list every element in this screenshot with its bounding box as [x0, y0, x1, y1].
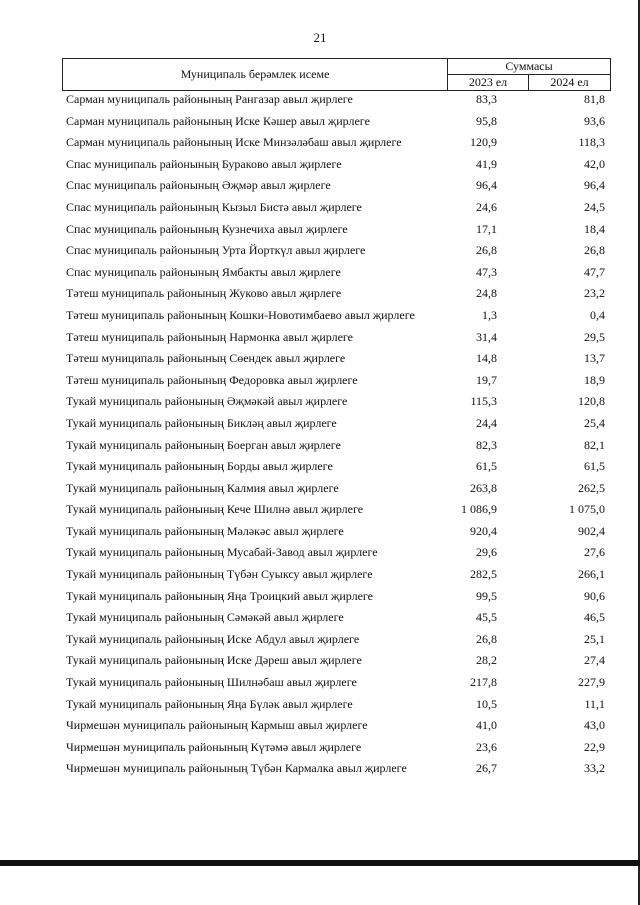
- table-row: [0, 198, 640, 220]
- value-2024: 25,1: [584, 631, 605, 646]
- value-2023: 1 086,9: [461, 502, 497, 517]
- value-2023: 10,5: [476, 696, 497, 711]
- table-row: [0, 112, 640, 134]
- header-year-2024: 2024 ел: [550, 75, 589, 89]
- value-2024: 902,4: [578, 523, 605, 538]
- table-row: [0, 220, 640, 242]
- value-2023: 41,9: [476, 156, 497, 171]
- municipality-name: Тукай муниципаль районының Иске Дәреш авыл җирлеге: [66, 653, 362, 668]
- value-2024: 93,6: [584, 113, 605, 128]
- page-bottom-bar: [0, 860, 640, 866]
- value-2024: 27,6: [584, 545, 605, 560]
- municipality-name: Тукай муниципаль районының Бикләң авыл җирлеге: [66, 415, 337, 430]
- table-row: [0, 587, 640, 609]
- value-2024: 118,3: [578, 135, 605, 150]
- table-row: [0, 241, 640, 263]
- value-2023: 920,4: [470, 523, 497, 538]
- value-2023: 115,3: [470, 394, 497, 409]
- value-2023: 1,3: [482, 307, 497, 322]
- value-2023: 61,5: [476, 459, 497, 474]
- table-row: [0, 695, 640, 717]
- municipality-name: Тукай муниципаль районының Борды авыл җирлеге: [66, 459, 333, 474]
- value-2023: 26,7: [476, 761, 497, 776]
- table-row: [0, 263, 640, 285]
- municipality-name: Чирмешән муниципаль районының Түбән Кармалка авыл җирлеге: [66, 761, 407, 776]
- value-2023: 282,5: [470, 567, 497, 582]
- value-2023: 14,8: [476, 351, 497, 366]
- table-row: [0, 565, 640, 587]
- table-row: [0, 176, 640, 198]
- municipality-name: Сарман муниципаль районының Иске Минзәләбаш авыл җирлеге: [66, 135, 402, 150]
- table-row: [0, 284, 640, 306]
- municipality-name: Тәтеш муниципаль районының Кошки-Новотимбаево авыл җирлеге: [66, 307, 415, 322]
- value-2023: 19,7: [476, 372, 497, 387]
- value-2024: 23,2: [584, 286, 605, 301]
- municipality-name: Тукай муниципаль районының Мусабай-Завод авыл җирлеге: [66, 545, 378, 560]
- value-2024: 24,5: [584, 199, 605, 214]
- value-2024: 61,5: [584, 459, 605, 474]
- value-2024: 120,8: [578, 394, 605, 409]
- value-2024: 25,4: [584, 415, 605, 430]
- value-2023: 24,4: [476, 415, 497, 430]
- table-row: [0, 414, 640, 436]
- value-2023: 99,5: [476, 588, 497, 603]
- value-2023: 17,1: [476, 221, 497, 236]
- value-2024: 22,9: [584, 739, 605, 754]
- value-2023: 96,4: [476, 178, 497, 193]
- municipality-name: Сарман муниципаль районының Рангазар авыл җирлеге: [66, 92, 353, 106]
- municipality-name: Тукай муниципаль районының Түбән Суыксу авыл җирлеге: [66, 567, 373, 582]
- value-2023: 82,3: [476, 437, 497, 452]
- value-2024: 96,4: [584, 178, 605, 193]
- municipality-name: Спас муниципаль районының Кузнечиха авыл җирлеге: [66, 221, 348, 236]
- table-row: [0, 522, 640, 544]
- value-2023: 120,9: [470, 135, 497, 150]
- table-row: [0, 133, 640, 155]
- value-2023: 31,4: [476, 329, 497, 344]
- municipality-name: Сарман муниципаль районының Иске Кәшер авыл җирлеге: [66, 113, 370, 128]
- municipality-name: Чирмешән муниципаль районының Күтәмә авыл җирлеге: [66, 739, 362, 754]
- table-body: [0, 90, 640, 781]
- value-2024: 13,7: [584, 351, 605, 366]
- table-row: [0, 673, 640, 695]
- table-row: [0, 738, 640, 760]
- municipality-name: Тукай муниципаль районының Сәмәкәй авыл җирлеге: [66, 610, 344, 625]
- municipality-name: Спас муниципаль районының Ямбакты авыл җирлеге: [66, 264, 341, 279]
- municipality-name: Тукай муниципаль районының Калмия авыл җирлеге: [66, 480, 339, 495]
- municipality-name: Спас муниципаль районының Бураково авыл җирлеге: [66, 156, 342, 171]
- municipality-name: Тәтеш муниципаль районының Жуково авыл җирлеге: [66, 286, 342, 301]
- table-row: [0, 457, 640, 479]
- value-2023: 29,6: [476, 545, 497, 560]
- table-row: [0, 328, 640, 350]
- municipality-name: Тукай муниципаль районының Мәләкәс авыл җирлеге: [66, 523, 344, 538]
- value-2023: 28,2: [476, 653, 497, 668]
- value-2024: 43,0: [584, 718, 605, 733]
- table-row: [0, 630, 640, 652]
- table-row: [0, 306, 640, 328]
- table-row: [0, 543, 640, 565]
- table-row: [0, 479, 640, 501]
- value-2024: 227,9: [578, 675, 605, 690]
- municipality-name: Чирмешән муниципаль районының Кармыш авыл җирлеге: [66, 718, 368, 733]
- value-2023: 26,8: [476, 243, 497, 258]
- table-row: [0, 371, 640, 393]
- municipality-name: Спас муниципаль районының Кызыл Бистә авыл җирлеге: [66, 199, 362, 214]
- table-row: [0, 608, 640, 630]
- table-header: [62, 58, 611, 91]
- value-2024: 42,0: [584, 156, 605, 171]
- municipality-name: Тәтеш муниципаль районының Нармонка авыл җирлеге: [66, 329, 354, 344]
- value-2024: 262,5: [578, 480, 605, 495]
- value-2024: 90,6: [584, 588, 605, 603]
- value-2024: 266,1: [578, 567, 605, 582]
- value-2023: 263,8: [470, 480, 497, 495]
- value-2023: 45,5: [476, 610, 497, 625]
- value-2024: 27,4: [584, 653, 605, 668]
- municipality-name: Тукай муниципаль районының Шилнәбаш авыл җирлеге: [66, 675, 357, 690]
- value-2024: 11,1: [584, 696, 605, 711]
- page-number: 21: [313, 30, 327, 45]
- municipality-name: Тукай муниципаль районының Боерган авыл җирлеге: [66, 437, 341, 452]
- table-row: [0, 500, 640, 522]
- municipality-name: Тукай муниципаль районының Иске Абдул авыл җирлеге: [66, 631, 360, 646]
- value-2023: 26,8: [476, 631, 497, 646]
- table-row: [0, 349, 640, 371]
- municipality-name: Тәтеш муниципаль районының Сөендек авыл җирлеге: [66, 351, 346, 366]
- table-row: [0, 759, 640, 781]
- table-row: [0, 651, 640, 673]
- value-2023: 47,3: [476, 264, 497, 279]
- value-2024: 18,9: [584, 372, 605, 387]
- value-2024: 81,8: [584, 92, 605, 106]
- value-2024: 47,7: [584, 264, 605, 279]
- header-municipality-name: Муниципаль берәмлек исеме: [63, 59, 448, 90]
- municipality-name: Тукай муниципаль районының Яңа Бүләк авыл җирлеге: [66, 696, 353, 711]
- value-2024: 29,5: [584, 329, 605, 344]
- value-2024: 33,2: [584, 761, 605, 776]
- value-2023: 95,8: [476, 113, 497, 128]
- value-2024: 46,5: [584, 610, 605, 625]
- value-2024: 18,4: [584, 221, 605, 236]
- table-row: [0, 392, 640, 414]
- table-row: [0, 90, 640, 112]
- value-2023: 24,8: [476, 286, 497, 301]
- municipality-name: Тукай муниципаль районының Кече Шилнә авыл җирлеге: [66, 502, 364, 517]
- value-2024: 0,4: [590, 307, 605, 322]
- value-2023: 23,6: [476, 739, 497, 754]
- header-year-2023: 2023 ел: [448, 75, 529, 90]
- municipality-name: Спас муниципаль районының Әҗмәр авыл җирлеге: [66, 178, 331, 193]
- value-2023: 83,3: [476, 92, 497, 106]
- value-2023: 41,0: [476, 718, 497, 733]
- table-row: [0, 155, 640, 177]
- municipality-name: Тукай муниципаль районының Яңа Троицкий авыл җирлеге: [66, 588, 374, 603]
- municipality-name: Тәтеш муниципаль районының Федоровка авыл җирлеге: [66, 372, 358, 387]
- municipality-name: Тукай муниципаль районының Әҗмәкәй авыл җирлеге: [66, 394, 348, 409]
- header-sum: Суммасы: [448, 59, 610, 75]
- table-row: [0, 436, 640, 458]
- value-2024: 26,8: [584, 243, 605, 258]
- value-2024: 82,1: [584, 437, 605, 452]
- value-2024: 1 075,0: [569, 502, 605, 517]
- value-2023: 24,6: [476, 199, 497, 214]
- municipality-name: Спас муниципаль районының Урта Йорткүл авыл җирлеге: [66, 243, 366, 258]
- table-row: [0, 716, 640, 738]
- value-2023: 217,8: [470, 675, 497, 690]
